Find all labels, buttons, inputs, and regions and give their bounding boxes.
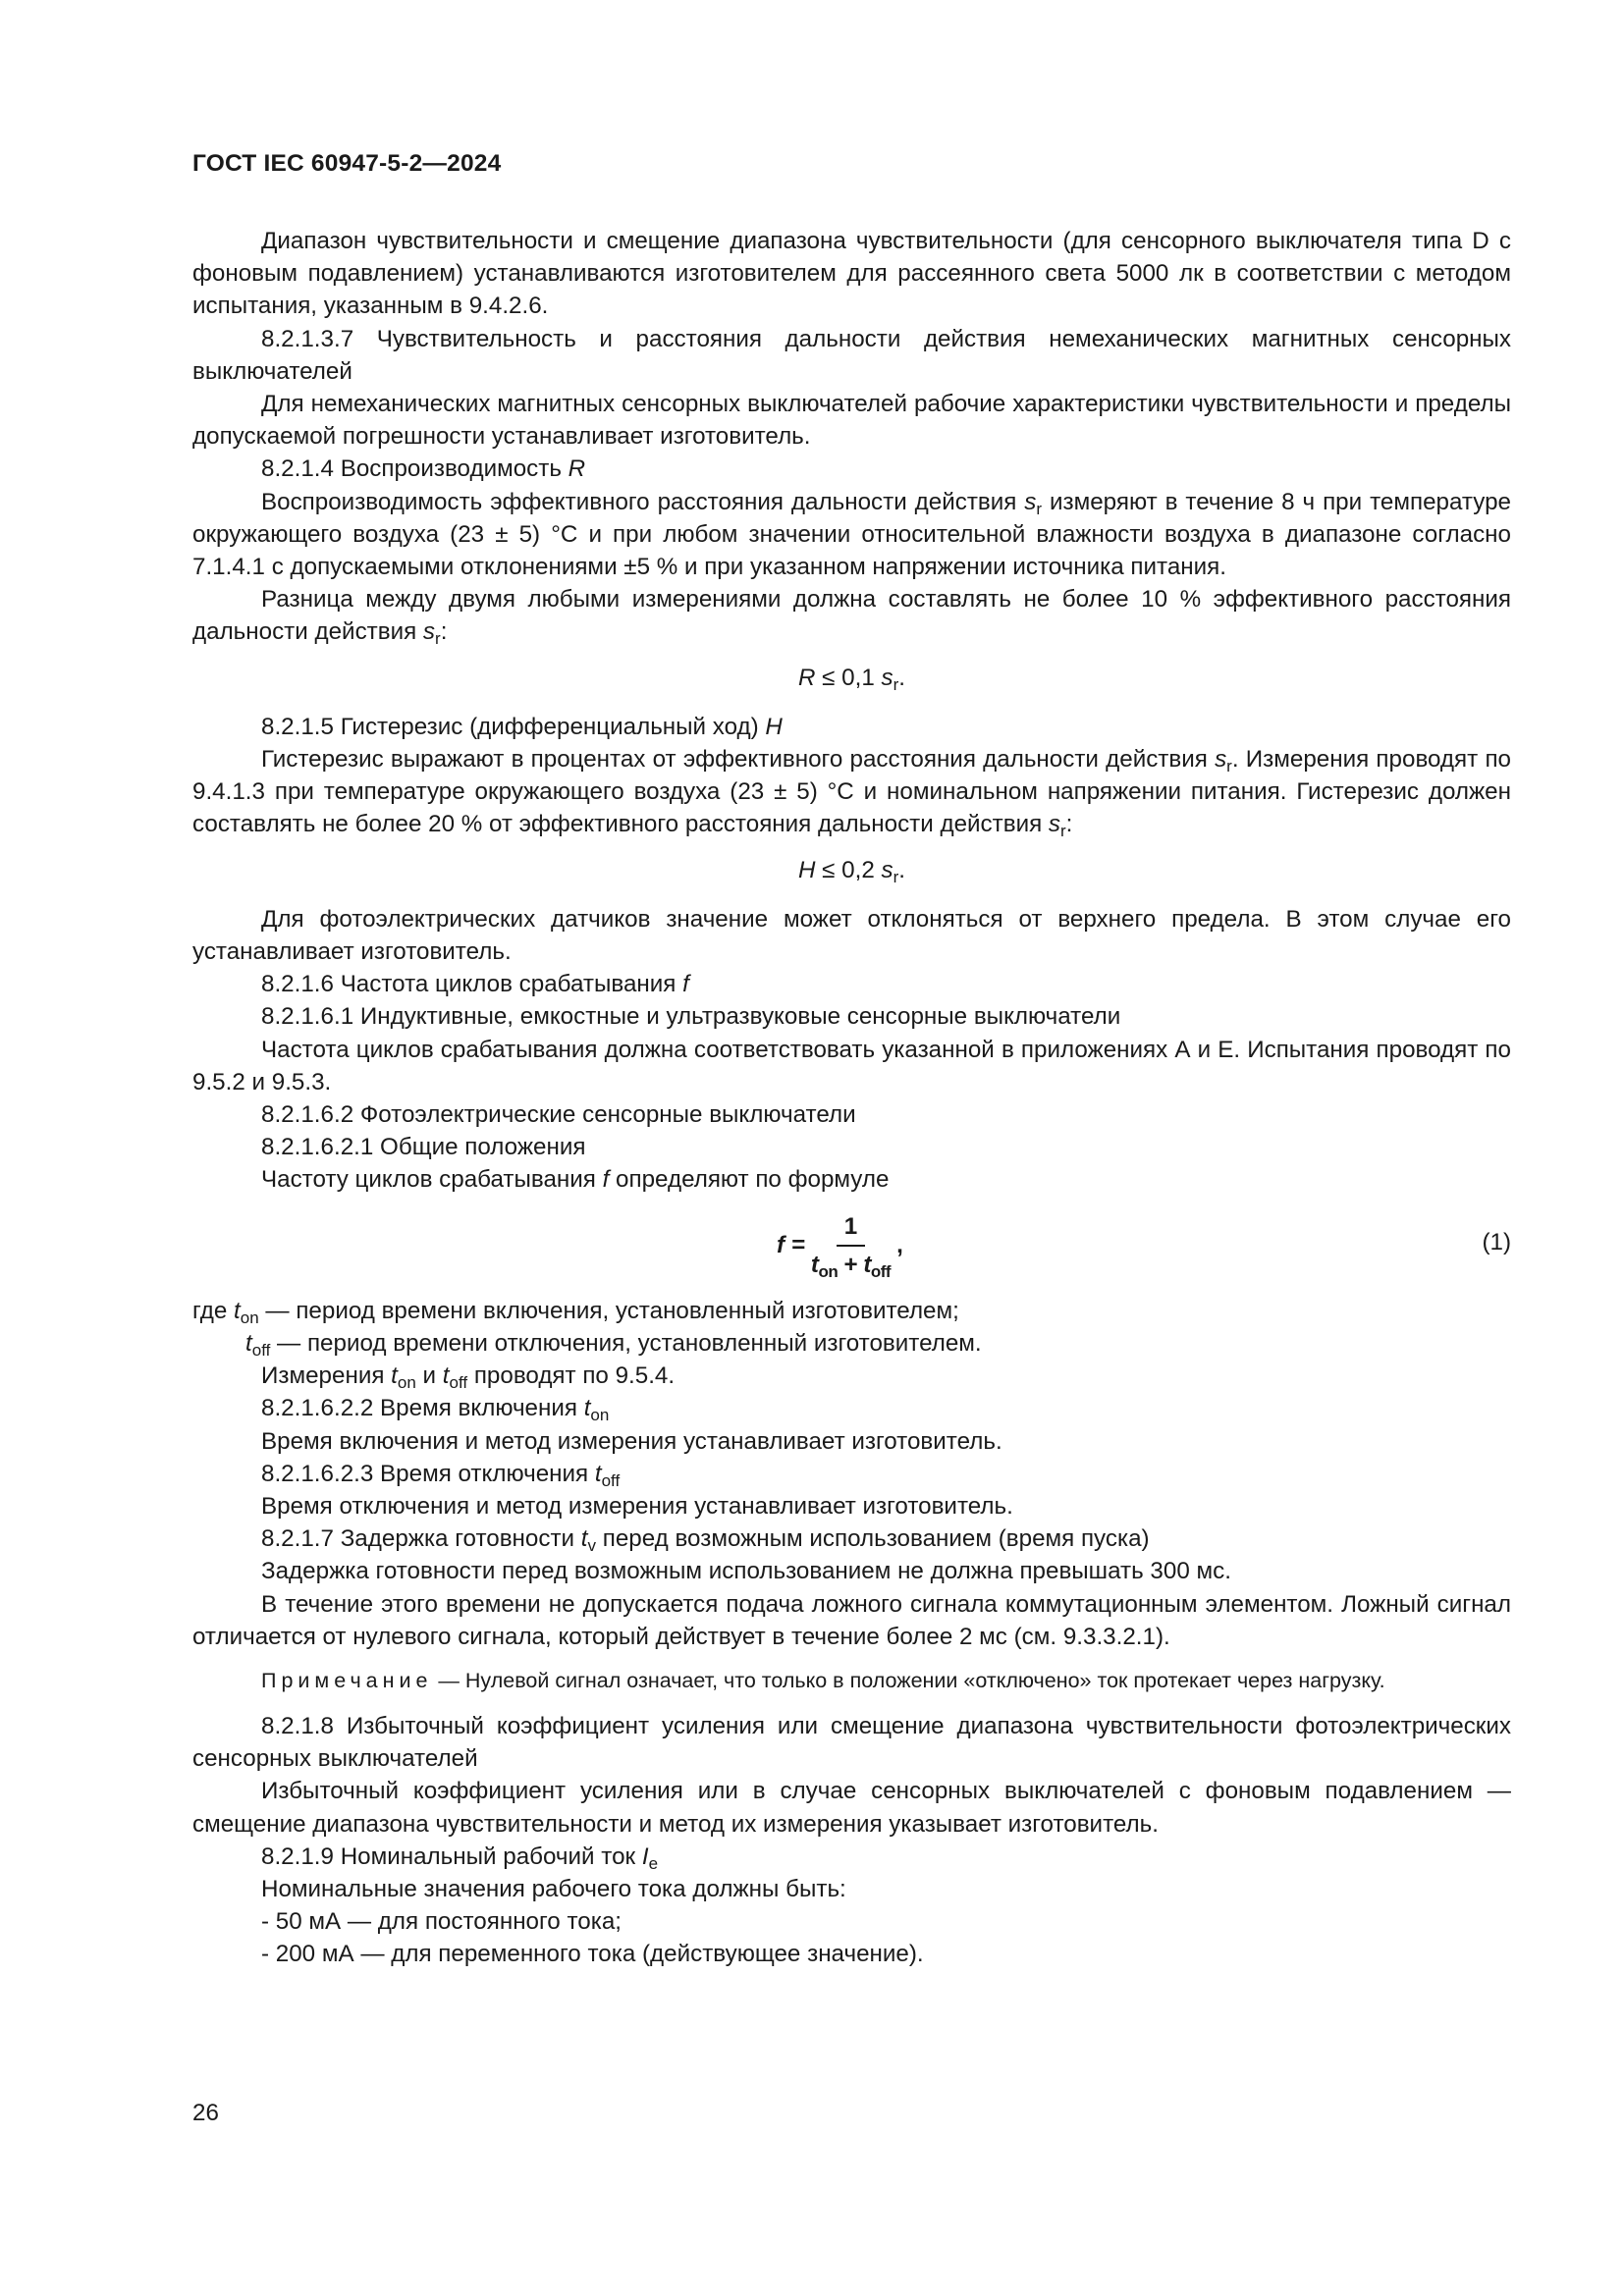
paragraph: Избыточный коэффициент усиления или в случае сенсорных выключателей с фоновым подавлением — смещение диапазона чувствительности и метод их измерения указывает изготовитель. (192, 1778, 1511, 1838)
page-number: 26 (192, 2100, 219, 2126)
clause-8-2-1-6-2-2-heading: 8.2.1.6.2.2 Время включения $t_{on}$ (261, 1395, 610, 1425)
clause-8-2-1-4-heading: 8.2.1.4 Воспроизводимость R (261, 455, 586, 483)
note: Примечание — Нулевой сигнал означает, что только в положении «отключено» ток протекает через нагрузку. (261, 1668, 1385, 1692)
list-item: - 50 мА — для постоянного тока; (261, 1908, 623, 1936)
paragraph: Время включения и метод измерения устанавливает изготовитель. (261, 1427, 1002, 1455)
formula-block (192, 1206, 1511, 1285)
formula-fraction (807, 1210, 894, 1281)
list-item: - 200 мА — для переменного тока (действующее значение). (261, 1941, 924, 1968)
document-body (192, 225, 1511, 1971)
note-label: Примечание (261, 1668, 433, 1692)
equation-hysteresis: H ≤ 0,2 $s_r$. (797, 856, 906, 886)
paragraph: Воспроизводимость эффективного расстояния дальности действия $s_r$ измеряют в течение 8 ч при температуре окружающего воздуха (23 ± 5) °С и при любом значении относительной влажности воздуха в диапазоне согласно 7.1.4.1 с допускаемыми отклонениями ±5 % и при указанном напряжении источника питания. (192, 488, 1511, 581)
paragraph: Частота циклов срабатывания должна соответствовать указанной в приложениях А и Е. Испытания проводят по 9.5.2 и 9.5.3. (192, 1036, 1511, 1095)
paragraph: Частоту циклов срабатывания f определяют по формуле (261, 1166, 890, 1194)
clause-8-2-1-5-heading: 8.2.1.5 Гистерезис (дифференциальный ход) H (261, 713, 783, 740)
clause-8-2-1-3-7-heading: 8.2.1.3.7 Чувствительность и расстояния дальности действия немеханических магнитных сенсорных выключателей (192, 325, 1511, 385)
clause-8-2-1-9-heading: 8.2.1.9 Номинальный рабочий ток $I_e$ (261, 1842, 659, 1873)
clause-8-2-1-6-2-heading: 8.2.1.6.2 Фотоэлектрические сенсорные выключатели (261, 1101, 856, 1129)
paragraph: Время отключения и метод измерения устанавливает изготовитель. (261, 1492, 1013, 1520)
paragraph: Разница между двумя любыми измерениями должна составлять не более 10 % эффективного расстояния дальности действия $s_r$: (192, 586, 1511, 649)
paragraph: Гистерезис выражают в процентах от эффективного расстояния дальности действия $s_r$. Измерения проводят по 9.4.1.3 при температуре окружающего воздуха (23 ± 5) °С и номинальном напряжении питания. Гистерезис должен составлять не более 20 % от эффективного расстояния дальности действия $s_r$: (192, 746, 1511, 841)
paragraph: Измерения $t_{on}$ и $t_{off}$ проводят по 9.5.4. (261, 1362, 676, 1393)
where-line: $t_{off}$ — период времени отключения, установленный изготовителем. (245, 1329, 982, 1360)
paragraph: В течение этого времени не допускается подача ложного сигнала коммутационным элементом. Ложный сигнал отличается от нулевого сигнала, который действует в течение более 2 мс (см. 9.3.3.2.1). (192, 1590, 1511, 1650)
clause-8-2-1-6-heading: 8.2.1.6 Частота циклов срабатывания f (261, 971, 689, 998)
paragraph: Задержка готовности перед возможным использованием не должна превышать 300 мс. (261, 1558, 1231, 1585)
paragraph: Для фотоэлектрических датчиков значение может отклоняться от верхнего предела. В этом случае его устанавливает изготовитель. (192, 905, 1511, 966)
clause-8-2-1-7-heading: 8.2.1.7 Задержка готовности $t_v$ перед возможным использованием (время пуска) (261, 1525, 1150, 1556)
paragraph: Номинальные значения рабочего тока должны быть: (261, 1875, 846, 1902)
document-header: ГОСТ IEC 60947-5-2—2024 (192, 150, 502, 177)
clause-8-2-1-8-heading: 8.2.1.8 Избыточный коэффициент усиления или смещение диапазона чувствительности фотоэлектрических сенсорных выключателей (192, 1712, 1511, 1773)
where-line: где $t_{on}$ — период времени включения, установленный изготовителем; (192, 1297, 959, 1327)
paragraph: Для немеханических магнитных сенсорных выключателей рабочие характеристики чувствительности и пределы допускаемой погрешности устанавливает изготовитель. (192, 391, 1511, 451)
formula-denominator: $t_{on} + t_{off}$ (810, 1251, 892, 1281)
paragraph: Диапазон чувствительности и смещение диапазона чувствительности (для сенсорного выключателя типа D с фоновым подавлением) устанавливаются изготовителем для рассеянного света 5000 лк в соответствии с методом испытания, указанным в 9.4.2.6. (192, 228, 1511, 320)
clause-8-2-1-6-1-heading: 8.2.1.6.1 Индуктивные, емкостные и ультразвуковые сенсорные выключатели (261, 1003, 1121, 1031)
clause-8-2-1-6-2-3-heading: 8.2.1.6.2.3 Время отключения $t_{off}$ (261, 1460, 621, 1490)
formula-operating-frequency: f = $\frac{1}{t_{on} + t_{off}}$ , (777, 1210, 903, 1281)
clause-8-2-1-6-2-1-heading: 8.2.1.6.2.1 Общие положения (261, 1134, 586, 1161)
formula-numerator: 1 (837, 1210, 865, 1247)
formula-number: (1) (1482, 1228, 1511, 1255)
equation-repeatability: R ≤ 0,1 $s_r$. (797, 664, 906, 694)
